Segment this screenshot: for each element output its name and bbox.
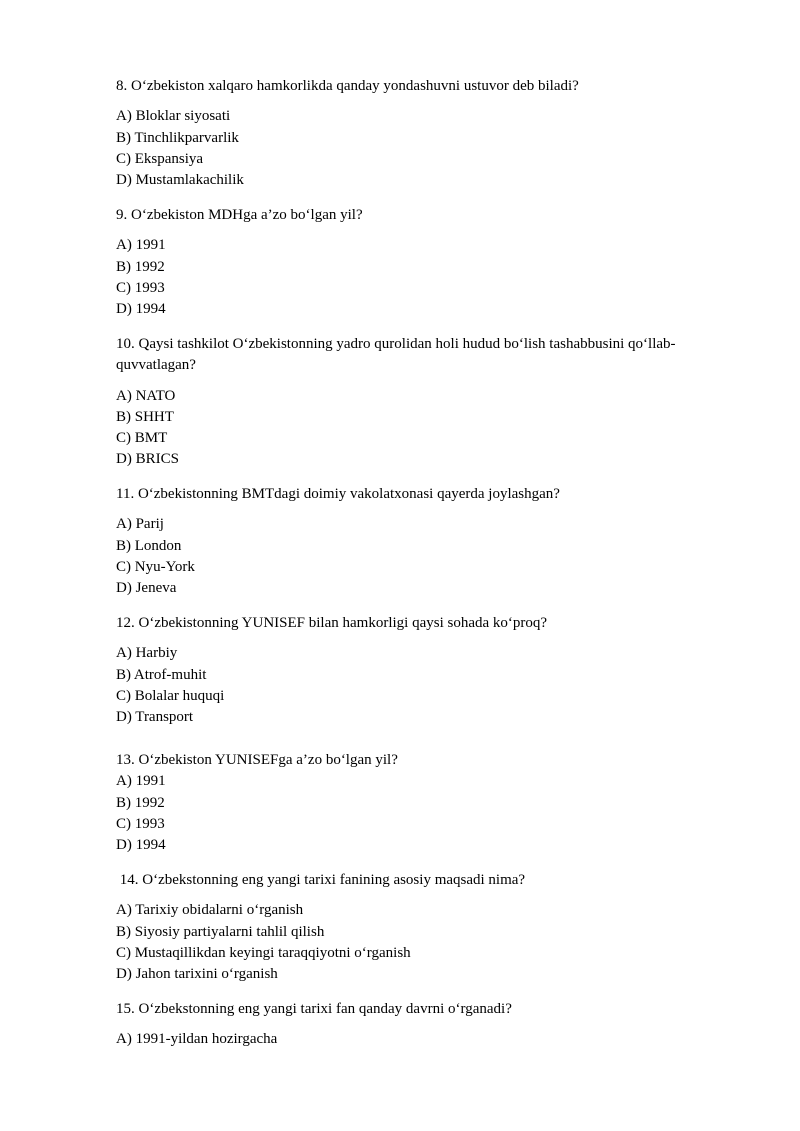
answer-option: D) 1994 <box>116 837 166 854</box>
answer-option: D) 1994 <box>116 301 166 318</box>
question-text: 8. O‘zbekiston xalqaro hamkorlikda qanday yondashuvni ustuvor deb biladi? <box>116 78 579 94</box>
answer-option: A) Tarixiy obidalarni o‘rganish <box>116 902 304 919</box>
answer-option: A) 1991 <box>116 237 166 254</box>
answer-option: B) SHHT <box>116 408 174 425</box>
answer-option: C) Bolalar huquqi <box>116 687 225 704</box>
question-15 <box>116 999 726 1051</box>
question-text: 13. O‘zbekiston YUNISEFga a’zo bo‘lgan yil? <box>116 752 398 768</box>
answer-option: A) Parij <box>116 516 164 533</box>
answer-option: A) Harbiy <box>116 645 178 662</box>
answer-option: B) London <box>116 537 182 554</box>
answer-option: D) Transport <box>116 709 194 726</box>
answer-option: B) Atrof-muhit <box>116 666 207 683</box>
question-8 <box>116 76 726 191</box>
question-9 <box>116 205 726 320</box>
answer-option: C) Mustaqillikdan keyingi taraqqiyotni o‘rganish <box>116 944 411 961</box>
answer-option: C) 1993 <box>116 279 165 296</box>
question-13 <box>116 750 726 856</box>
answer-option: C) BMT <box>116 430 168 447</box>
question-text: 12. O‘zbekistonning YUNISEF bilan hamkorligi qaysi sohada ko‘proq? <box>116 615 548 631</box>
question-10 <box>116 334 726 471</box>
question-text: 10. Qaysi tashkilot O‘zbekistonning yadro qurolidan holi hudud bo‘lish tashabbusini qo‘llab-quvvatlagan? <box>116 336 676 374</box>
question-text: 11. O‘zbekistonning BMTdagi doimiy vakolatxonasi qayerda joylashgan? <box>116 486 560 502</box>
answer-option: B) Siyosiy partiyalarni tahlil qilish <box>116 923 325 940</box>
answer-option: A) NATO <box>116 387 176 404</box>
question-text: 9. O‘zbekiston MDHga a’zo bo‘lgan yil? <box>116 207 363 223</box>
question-text: 14. O‘zbekstonning eng yangi tarixi fanining asosiy maqsadi nima? <box>116 872 526 888</box>
answer-option: A) Bloklar siyosati <box>116 108 231 125</box>
answer-option: B) 1992 <box>116 794 165 811</box>
answer-option: B) Tinchlikparvarlik <box>116 129 239 146</box>
question-14 <box>116 870 726 985</box>
answer-option: B) 1992 <box>116 258 165 275</box>
answer-option: D) Jahon tarixini o‘rganish <box>116 966 278 983</box>
answer-option: A) 1991-yildan hozirgacha <box>116 1031 278 1048</box>
question-text: 15. O‘zbekstonning eng yangi tarixi fan qanday davrni o‘rganadi? <box>116 1001 512 1017</box>
answer-option: D) Jeneva <box>116 580 177 597</box>
question-12 <box>116 613 726 728</box>
answer-option: C) 1993 <box>116 815 165 832</box>
answer-option: C) Nyu-York <box>116 558 195 575</box>
answer-option: C) Ekspansiya <box>116 150 204 167</box>
question-11 <box>116 484 726 599</box>
answer-option: D) Mustamlakachilik <box>116 172 244 189</box>
answer-option: D) BRICS <box>116 451 179 468</box>
answer-option: A) 1991 <box>116 773 166 790</box>
